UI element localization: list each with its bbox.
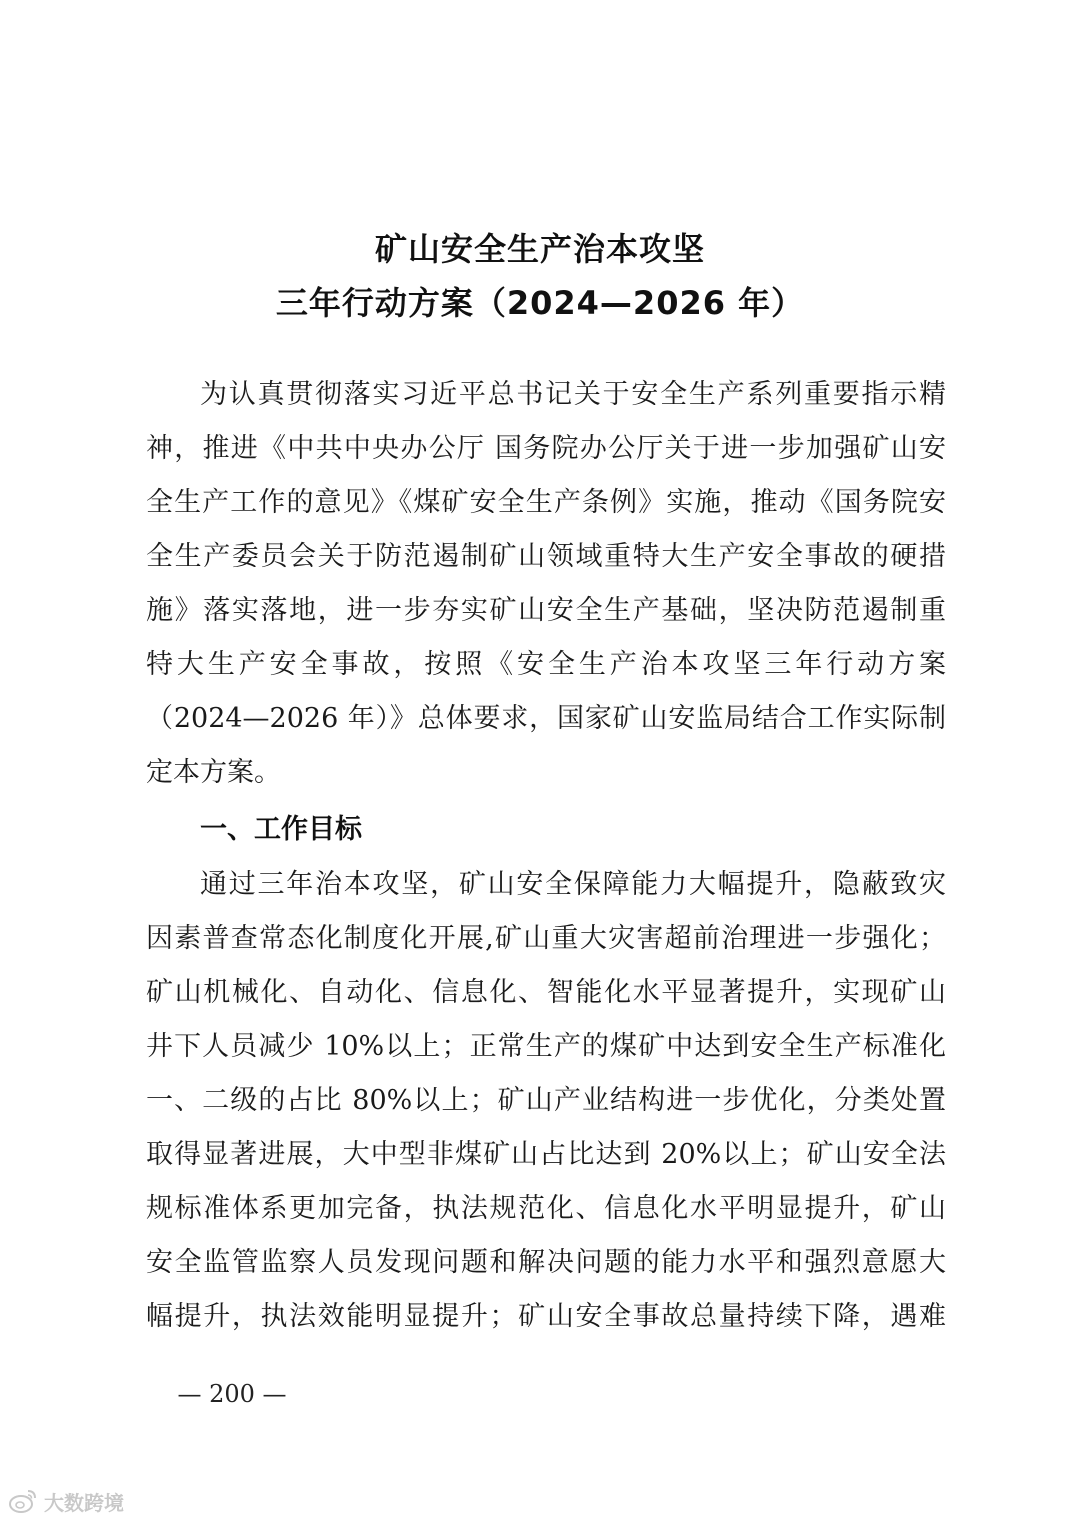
section-line: 因素普查常态化制度化开展,矿山重大灾害超前治理进一步强化； [146,923,946,954]
section-line: 一、二级的占比 80%以上；矿山产业结构进一步优化，分类处置 [146,1085,946,1116]
intro-line: 全生产工作的意见》《煤矿安全生产条例》实施，推动《国务院安 [146,487,946,518]
intro-line: （2024—2026 年）》总体要求，国家矿山安监局结合工作实际制 [146,703,946,734]
section-line: 规标准体系更加完备，执法规范化、信息化水平明显提升，矿山 [146,1193,946,1224]
section-line: 矿山机械化、自动化、信息化、智能化水平显著提升，实现矿山 [146,977,946,1008]
section-line: 安全监管监察人员发现问题和解决问题的能力水平和强烈意愿大 [146,1247,946,1278]
intro-line: 定本方案。 [146,757,281,788]
section-line: 取得显著进展，大中型非煤矿山占比达到 20%以上；矿山安全法 [146,1139,946,1170]
intro-line: 全生产委员会关于防范遏制矿山领域重特大生产安全事故的硬措 [146,541,946,572]
intro-line: 特大生产安全事故，按照《安全生产治本攻坚三年行动方案 [146,649,946,680]
document-title-line-1: 矿山安全生产治本攻坚 [374,230,705,268]
intro-line: 神，推进《中共中央办公厅 国务院办公厅关于进一步加强矿山安 [146,433,946,464]
page-number: — 200 — [177,1380,287,1408]
intro-line: 为认真贯彻落实习近平总书记关于安全生产系列重要指示精 [200,379,946,410]
watermark [8,1486,124,1516]
section-line: 通过三年治本攻坚，矿山安全保障能力大幅提升，隐蔽致灾 [200,869,946,900]
intro-line: 施》落实落地，进一步夯实矿山安全生产基础，坚决防范遏制重 [146,595,946,626]
document-title-line-2: 三年行动方案（2024—2026 年） [275,284,805,322]
section-line: 幅提升，执法效能明显提升；矿山安全事故总量持续下降，遇难 [146,1301,946,1332]
section-line: 井下人员减少 10%以上；正常生产的煤矿中达到安全生产标准化 [146,1031,946,1062]
watermark-text: 大数跨境 [44,1490,124,1515]
weibo-logo-icon [8,1488,38,1514]
section-heading: 一、工作目标 [200,814,362,845]
